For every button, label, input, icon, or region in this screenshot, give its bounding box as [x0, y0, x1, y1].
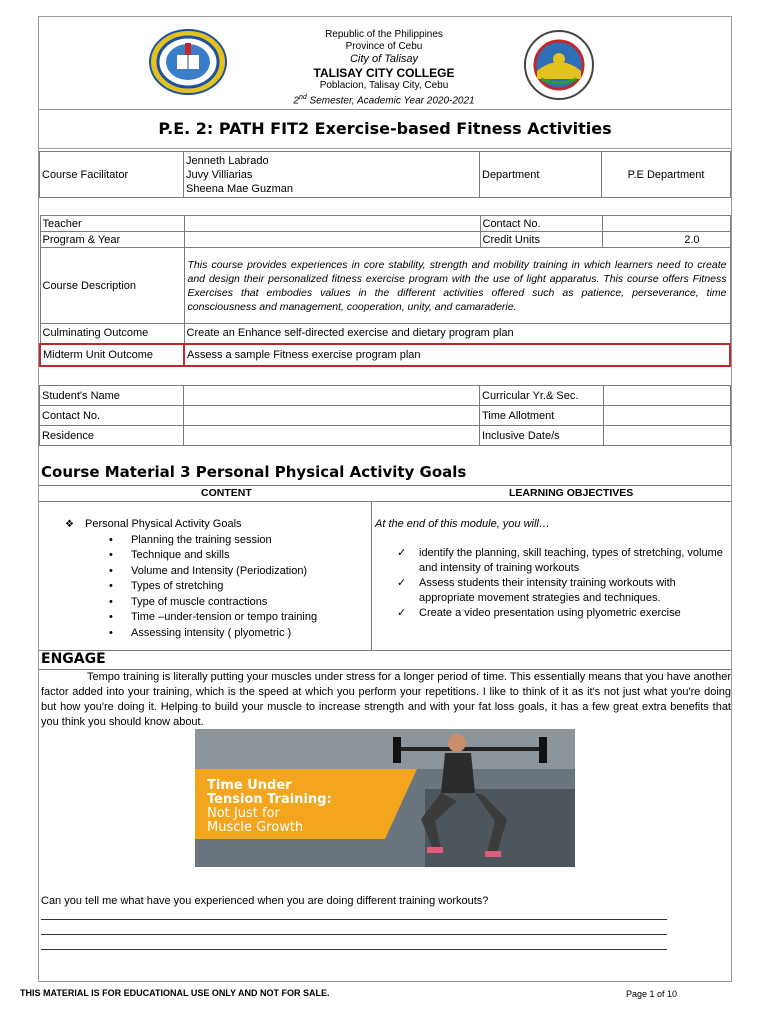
content-header: CONTENT [201, 487, 252, 499]
tempo-training-photo [195, 729, 575, 867]
engage-question: Can you tell me what have you experienced when you are doing different training workouts? [41, 895, 489, 907]
answer-line[interactable] [41, 949, 667, 950]
subtopic-list [107, 533, 363, 642]
facilitator-name: Sheena Mae Guzman [186, 182, 294, 195]
objectives-intro: At the end of this module, you will… [375, 518, 550, 530]
list-item: • Type of muscle contractions [107, 595, 363, 611]
footer-notice: THIS MATERIAL IS FOR EDUCATIONAL USE ONLY AND NOT FOR SALE. [20, 988, 330, 998]
residence-field[interactable] [184, 426, 480, 446]
inclusive-dates-label: Inclusive Date/s [480, 426, 604, 446]
culminating-value: Create an Enhance self-directed exercise and dietary program plan [184, 324, 730, 344]
province-line: Province of Cebu [345, 41, 423, 52]
checkmark-icon: ✓ [397, 607, 407, 619]
semester-rest: Semester, Academic Year 2020-2021 [306, 95, 475, 107]
photo-caption [207, 779, 417, 835]
list-item: • Types of stretching [107, 579, 363, 595]
department-label: Department [480, 152, 602, 198]
diamond-bullet-icon: ❖ [65, 519, 74, 530]
program-value [184, 232, 480, 248]
contact-value [602, 216, 730, 232]
midterm-label: Midterm Unit Outcome [40, 344, 184, 366]
list-item [397, 546, 731, 576]
address-line: Poblacion, Talisay City, Cebu [319, 80, 449, 91]
list-item: • Technique and skills [107, 548, 363, 564]
semester-ordinal: 2 [293, 95, 299, 107]
course-info-table [39, 215, 731, 367]
content-column [63, 517, 363, 641]
answer-line[interactable] [41, 934, 667, 935]
caption-line: Muscle Growth [207, 820, 304, 835]
credit-value: 2.0 [602, 232, 730, 248]
list-item [397, 606, 731, 621]
list-item: • Time –under-tension or tempo training [107, 610, 363, 626]
caption-line: Not Just for [207, 806, 280, 821]
document-page [38, 16, 732, 982]
republic-line: Republic of the Philippines [325, 29, 443, 40]
divider [39, 485, 731, 486]
institution-block [239, 29, 529, 107]
city-seal [521, 29, 597, 101]
student-contact-label: Contact No. [40, 406, 184, 426]
objectives-header: LEARNING OBJECTIVES [509, 487, 634, 499]
description-label: Course Description [40, 248, 184, 324]
objectives-list [397, 546, 731, 621]
time-allotment-label: Time Allotment [480, 406, 604, 426]
facilitator-name: Jenneth Labrado [186, 154, 269, 167]
topic-label: Personal Physical Activity Goals [85, 518, 242, 530]
residence-label: Residence [40, 426, 184, 446]
description-text: This course provides experiences in core stability, strength and mobility training in which learners need to create and design their personalized fitness exercise program with the use of light apparatus. This course offers Fitness Exercises that embodies values in the different activities offered such as patience, perseverance, time consciousness and management, cooperation, unity, and camaraderie. [184, 248, 730, 324]
facilitator-table [39, 151, 731, 198]
student-info-table [39, 385, 731, 446]
curricular-field[interactable] [604, 386, 731, 406]
list-item: • Planning the training session [107, 533, 363, 549]
facilitator-name: Juvy Villiarias [186, 168, 253, 181]
contact-label: Contact No. [480, 216, 602, 232]
column-divider [371, 501, 372, 651]
student-name-label: Student's Name [40, 386, 184, 406]
checkmark-icon: ✓ [397, 577, 407, 589]
college-seal [149, 29, 227, 95]
engage-paragraph: Tempo training is literally putting your muscles under stress for a longer period of time. This essentially means that you have another factor added into your training, which is the speed at which you perform your repetitions. I like to think of it as it's not just what you're doing but how you're doing it. Helping to build your muscle to increase strength and with your fat loss goals, it has a few great extra benefits that you think you should know about. [41, 671, 731, 728]
list-item: • Assessing intensity ( plyometric ) [107, 626, 363, 642]
student-name-field[interactable] [184, 386, 480, 406]
course-title-row [39, 109, 731, 149]
objective-text: identify the planning, skill teaching, types of stretching, volume and intensity of training workouts [419, 547, 723, 574]
college-name: TALISAY CITY COLLEGE [313, 66, 455, 80]
caption-line: Time Under [207, 778, 292, 793]
semester-line [239, 92, 529, 107]
time-allotment-field[interactable] [604, 406, 731, 426]
curricular-label: Curricular Yr.& Sec. [480, 386, 604, 406]
topic-item [63, 517, 363, 533]
page-number: Page 1 of 10 [626, 989, 678, 999]
objective-text: Assess students their intensity training workouts with appropriate movement strategies and techniques. [419, 577, 676, 604]
culminating-label: Culminating Outcome [40, 324, 184, 344]
facilitator-label: Course Facilitator [40, 152, 184, 198]
facilitator-names [184, 152, 480, 198]
department-value: P.E Department [602, 152, 731, 198]
objective-text: Create a video presentation using plyometric exercise [419, 607, 681, 619]
teacher-value [184, 216, 480, 232]
checkmark-icon: ✓ [397, 547, 407, 559]
program-label: Program & Year [40, 232, 184, 248]
answer-line[interactable] [41, 919, 667, 920]
list-item: • Volume and Intensity (Periodization) [107, 564, 363, 580]
course-title: P.E. 2: PATH FIT2 Exercise-based Fitness Activities [158, 119, 612, 138]
list-item [397, 576, 731, 606]
objectives-column [375, 517, 731, 621]
semester-sup: nd [298, 94, 307, 101]
course-material-title: Course Material 3 Personal Physical Activity Goals [41, 463, 467, 481]
document-header [39, 17, 731, 109]
city-line: City of Talisay [349, 53, 419, 65]
midterm-value: Assess a sample Fitness exercise program plan [184, 344, 730, 366]
inclusive-dates-field[interactable] [604, 426, 731, 446]
student-contact-field[interactable] [184, 406, 480, 426]
teacher-label: Teacher [40, 216, 184, 232]
credit-label: Credit Units [480, 232, 602, 248]
caption-line: Tension Training: [207, 792, 332, 807]
engage-title: ENGAGE [41, 651, 106, 667]
